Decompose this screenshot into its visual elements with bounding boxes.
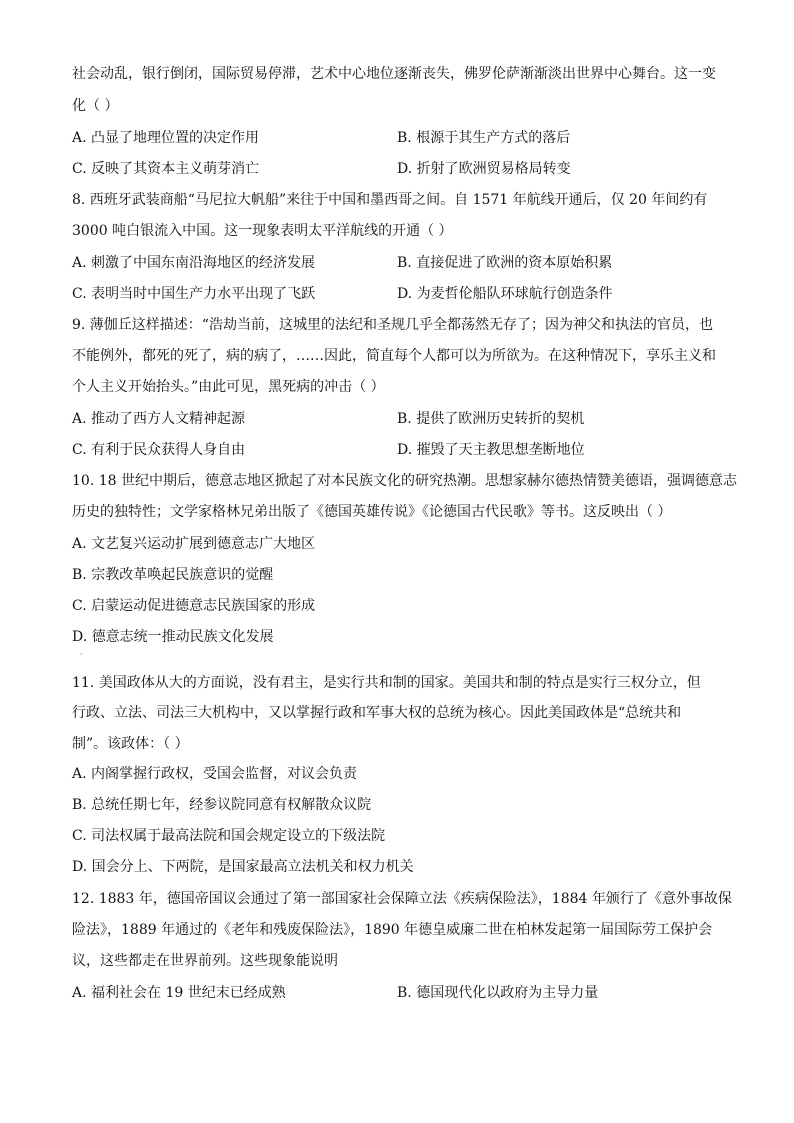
question-10-text: 10. 18 世纪中期后，德意志地区掀起了对本民族文化的研究热潮。思想家赫尔德热情赞美德语，强调德意志 bbox=[72, 473, 737, 489]
option-d: D. 国会分上、下两院，是国家最高立法机关和权力机关 bbox=[72, 859, 414, 875]
option-a: A. 文艺复兴运动扩展到德意志广大地区 bbox=[72, 536, 316, 552]
option-d: D. 德意志统一推动民族文化发展 bbox=[72, 629, 274, 645]
option-a: A. 推动了西方人文精神起源 bbox=[72, 411, 246, 427]
question-11-text: 行政、立法、司法三大机构中，又以掌握行政和军事大权的总统为核心。因此美国政体是“总统共和 bbox=[72, 705, 682, 721]
question-12-text: 险法》，1889 年通过的《老年和残废保险法》，1890 年德皇威廉二世在柏林发起第一届国际劳工保护会 bbox=[72, 922, 713, 938]
question-11-text: 11. 美国政体从大的方面说，没有君主，是实行共和制的国家。美国共和制的特点是实行三权分立，但 bbox=[72, 675, 701, 691]
option-a: A. 刺激了中国东南沿海地区的经济发展 bbox=[72, 255, 316, 271]
option-d: D. 折射了欧洲贸易格局转变 bbox=[397, 161, 571, 177]
question-9-text: 个人主义开始抬头。”由此可见，黑死病的冲击（ ） bbox=[72, 379, 385, 395]
option-b: B. 根源于其生产方式的落后 bbox=[397, 130, 571, 146]
stray-mark: · bbox=[80, 650, 83, 659]
option-a: A. 凸显了地理位置的决定作用 bbox=[72, 130, 260, 146]
question-12-text: 议，这些都走在世界前列。这些现象能说明 bbox=[72, 953, 338, 969]
question-11-text: 制”。该政体：（ ） bbox=[72, 736, 189, 752]
option-d: D. 摧毁了天主教思想垄断地位 bbox=[397, 442, 585, 458]
option-b: B. 德国现代化以政府为主导力量 bbox=[397, 985, 599, 1001]
option-c: C. 表明当时中国生产力水平出现了飞跃 bbox=[72, 286, 316, 302]
option-b: B. 提供了欧洲历史转折的契机 bbox=[397, 411, 585, 427]
option-b: B. 宗教改革唤起民族意识的觉醒 bbox=[72, 567, 274, 583]
question-9-text: 9. 薄伽丘这样描述：“浩劫当前，这城里的法纪和圣规几乎全都荡然无存了；因为神父和执法的官员，也 bbox=[72, 317, 713, 333]
option-b: B. 总统任期七年，经参议院同意有权解散众议院 bbox=[72, 797, 372, 813]
question-8-text: 3000 吨白银流入中国。这一现象表明太平洋航线的开通（ ） bbox=[72, 223, 453, 239]
option-c: C. 反映了其资本主义萌芽消亡 bbox=[72, 161, 260, 177]
question-12-text: 12. 1883 年，德国帝国议会通过了第一部国家社会保障立法《疾病保险法》，1884 年颁行了《意外事故保 bbox=[72, 891, 732, 907]
question-10-text: 历史的独特性；文学家格林兄弟出版了《德国英雄传说》《论德国古代民歌》等书。这反映出（ ） bbox=[72, 504, 672, 520]
question-9-text: 不能例外，都死的死了，病的病了，……因此，简直每个人都可以为所欲为。在这种情况下，享乐主义和 bbox=[72, 348, 716, 364]
option-c: C. 启蒙运动促进德意志民族国家的形成 bbox=[72, 598, 316, 614]
option-a: A. 内阁掌握行政权，受国会监督，对议会负责 bbox=[72, 766, 358, 782]
question-text: 化（ ） bbox=[72, 98, 119, 114]
option-c: C. 司法权属于最高法院和国会规定设立的下级法院 bbox=[72, 828, 386, 844]
option-b: B. 直接促进了欧洲的资本原始积累 bbox=[397, 255, 613, 271]
option-c: C. 有利于民众获得人身自由 bbox=[72, 442, 246, 458]
option-d: D. 为麦哲伦船队环球航行创造条件 bbox=[397, 286, 613, 302]
option-a: A. 福利社会在 19 世纪末已经成熟 bbox=[72, 985, 286, 1001]
question-text: 社会动乱，银行倒闭，国际贸易停滞，艺术中心地位逐渐丧失，佛罗伦萨渐渐淡出世界中心舞台。这一变 bbox=[72, 66, 716, 82]
question-8-text: 8. 西班牙武装商船“马尼拉大帆船”来往于中国和墨西哥之间。自 1571 年航线开通后，仅 20 年间约有 bbox=[72, 192, 708, 208]
